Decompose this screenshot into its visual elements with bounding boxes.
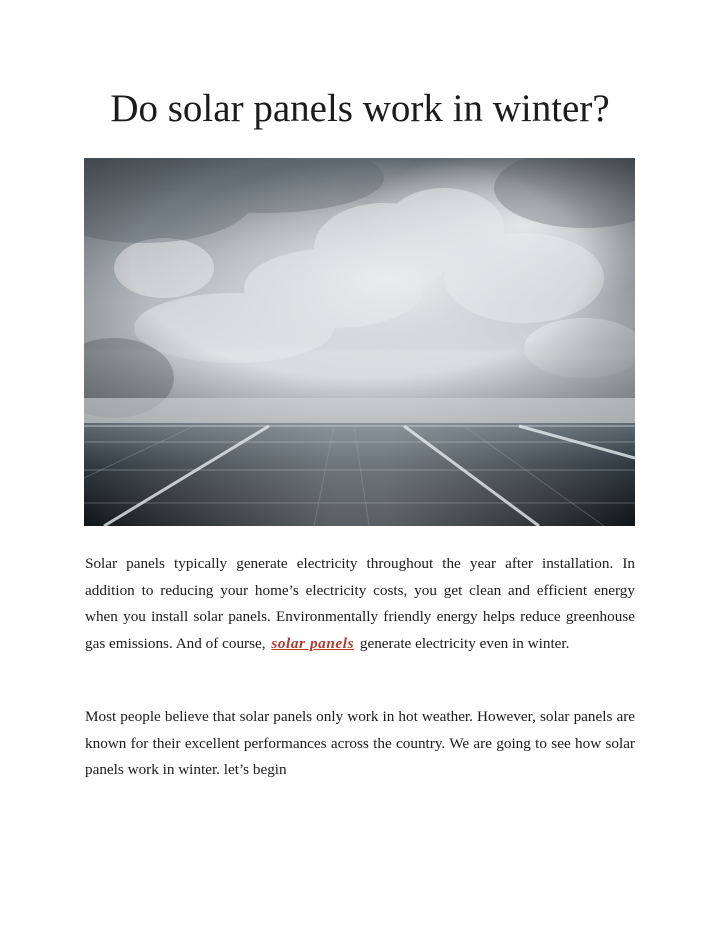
intro-text: Solar panels typically generate electricity throughout the year after installation. In addition to reducing your home’s electricity costs, you get clean and efficient energy when you install solar panels. Environmentally friendly energy helps reduce greenhouse gas emissions. And of course, (85, 555, 635, 652)
page-title: Do solar panels work in winter? (110, 87, 610, 130)
solar-panels-photo (84, 158, 635, 526)
solar-panels-link[interactable]: solar panels (271, 634, 355, 652)
body-paragraph: Most people believe that solar panels only work in hot weather. However, solar panels are known for their excellent performances across the country. We are going to see how solar panels work in winter. let’s begin (85, 708, 635, 778)
hero-image (84, 158, 635, 526)
intro-paragraph (85, 551, 635, 657)
intro-text-end: generate electricity even in winter. (356, 634, 570, 652)
